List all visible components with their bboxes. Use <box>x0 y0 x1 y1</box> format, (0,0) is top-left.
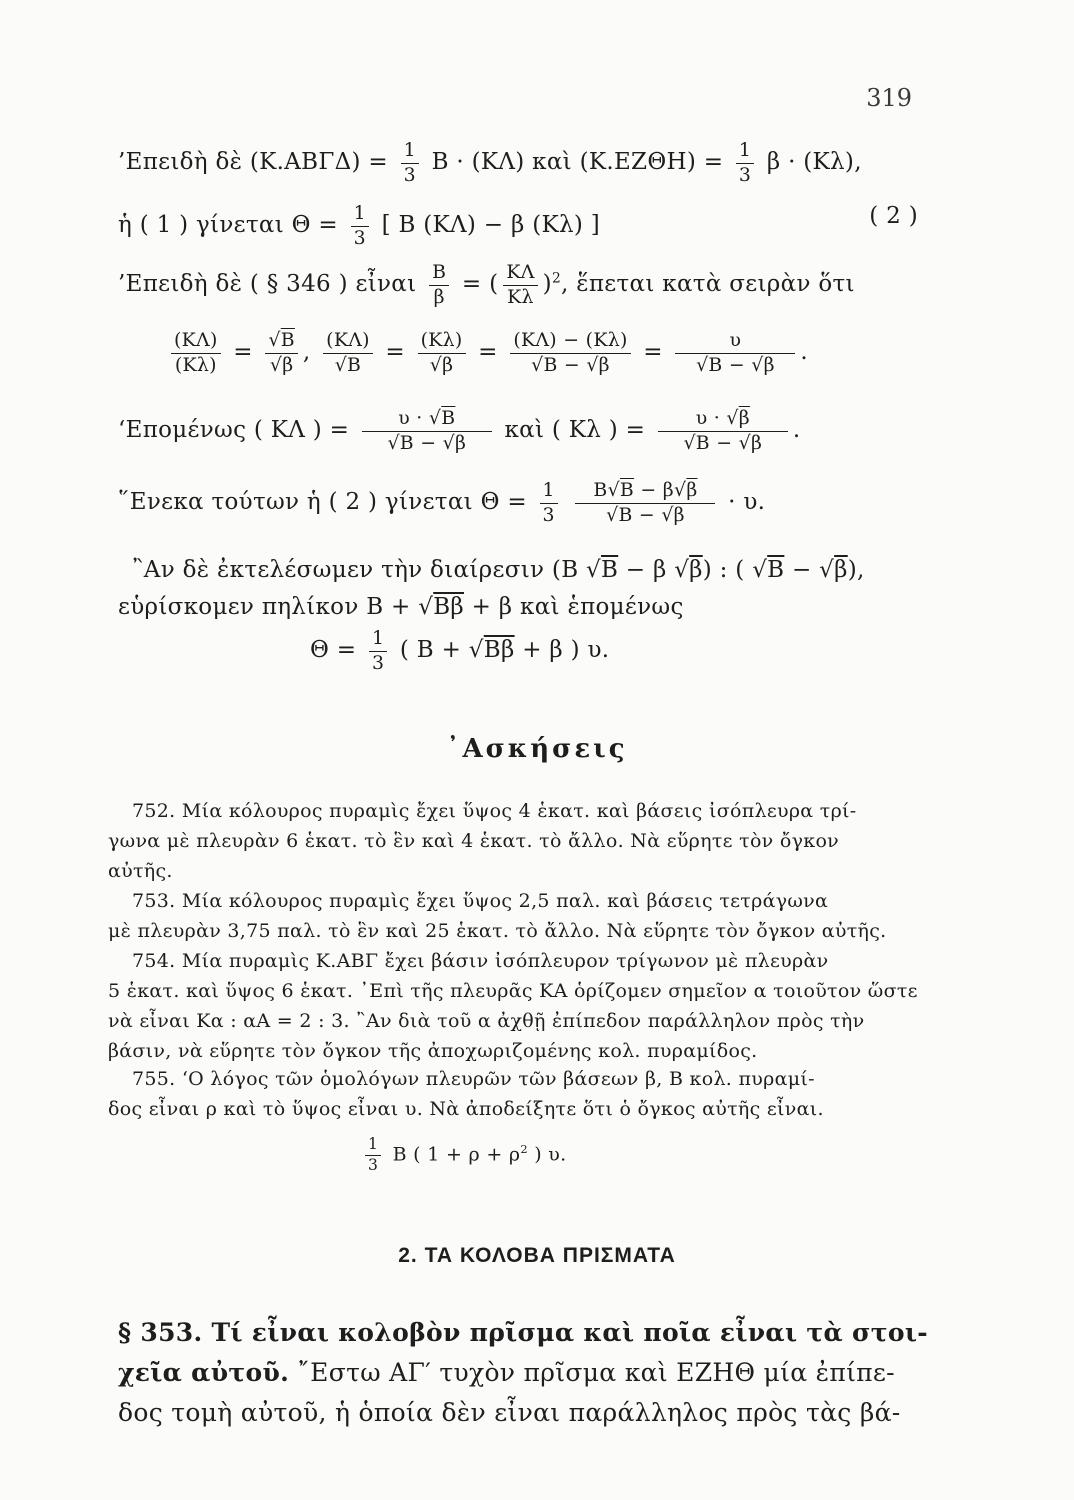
fraction: $\frac{(K\Lambda)}{√B}$ <box>323 330 373 376</box>
fraction: $\frac{1}{3}$ <box>401 140 419 186</box>
exercise-755-formula: $\frac{1}{3}$ Β ( $1 + \rho + \rho^2$ ) υ. <box>360 1136 567 1175</box>
text: ’Επειδὴ δὲ (Κ.ΑΒΓΔ) = <box>118 149 388 176</box>
text: ῞Ενεκα τούτων ἡ ( 2 ) γίνεται Θ = <box>118 489 527 516</box>
fraction: $\frac{√B}{√\beta}$ <box>265 330 298 376</box>
fraction: $\frac{\upsilon}{√B - √\beta}$ <box>675 330 795 376</box>
exercise-753-line: μὲ πλευρὰν 3,75 παλ. τὸ ἓν καὶ 25 ἑκατ. τὸ ἄλλο. Νὰ εὕρητε τὸν ὄγκον αὐτῆς. <box>108 920 887 942</box>
derivation-line-5: ‘Επομένως ( ΚΛ ) = $\frac{\upsilon \cdot √B}{√B - √\beta}$ καὶ ( Κλ ) = $\frac{\upsilon \cdot √\beta}{√B - √\beta}$ . <box>118 407 801 454</box>
fraction: $\frac{1}{3}$ <box>365 1136 381 1175</box>
derivation-line-2 <box>118 203 918 249</box>
fraction: $\frac{1}{3}$ <box>736 140 754 186</box>
fraction: $\frac{1}{3}$ <box>369 628 387 674</box>
fraction: $\frac{B√B - \beta√\beta}{√B - √\beta}$ <box>575 480 715 526</box>
fraction: $\frac{(K\Lambda) - (K\lambda)}{√B - √\beta}$ <box>510 330 630 376</box>
text: · υ. <box>728 489 766 516</box>
derivation-line-7: ῍Αν δὲ ἐκτελέσωμεν τὴν διαίρεσιν (Β √Β − β √β) : ( √Β − √β), <box>132 557 865 583</box>
derivation-line-3: ’Επειδὴ δὲ ( § 346 ) εἶναι $\frac{B}{\beta}$ = ( $\frac{K\Lambda}{K\lambda}$ )$^2$, ἕπεται κατὰ σειρὰν ὅτι <box>118 261 855 308</box>
exercise-754-line: 5 ἑκατ. καὶ ὕψος 6 ἑκατ. ᾿Επὶ τῆς πλευρᾶς ΚΑ ὁρίζομεν σημεῖον α τοιοῦτον ὥστε <box>108 980 918 1002</box>
exercise-754-line: 754. Μία πυραμὶς Κ.ΑΒΓ ἔχει βάσιν ἰσόπλευρον τρίγωνον μὲ πλευρὰν <box>132 950 829 972</box>
text: καὶ ( Κλ ) = <box>504 417 646 444</box>
fraction: $\frac{(K\Lambda)}{(K\lambda)}$ <box>171 330 221 376</box>
exercise-752-line: 752. Μία κόλουρος πυραμὶς ἔχει ὕψος 4 ἑκατ. καὶ βάσεις ἰσόπλευρα τρί- <box>132 800 857 822</box>
text: ’Επειδὴ δὲ ( § 346 ) εἶναι <box>118 271 417 298</box>
fraction: $\frac{1}{3}$ <box>351 203 369 249</box>
fraction: $\frac{1}{3}$ <box>540 480 558 526</box>
text: Β · (ΚΛ) καὶ (Κ.ΕΖΘΗ) = <box>431 149 724 176</box>
fraction: $\frac{B}{\beta}$ <box>429 262 449 308</box>
section-paragraph-line: δος τομὴ αὐτοῦ, ἡ ὁποία δὲν εἶναι παράλληλος πρὸς τὰς βά- <box>118 1398 901 1427</box>
exercise-755-line: δος εἶναι ρ καὶ τὸ ὕψος εἶναι υ. Νὰ ἀποδείξητε ὅτι ὁ ὄγκος αὐτῆς εἶναι. <box>108 1098 824 1120</box>
exercises-heading: ᾿Ασκήσεις <box>446 734 628 764</box>
exercise-752-line: αὐτῆς. <box>108 860 173 882</box>
exercise-754-line: βάσιν, νὰ εὕρητε τὸν ὄγκον τῆς ἀποχωριζομένης κολ. πυραμίδος. <box>108 1040 758 1062</box>
derivation-line-8: εὑρίσκομεν πηλίκον Β + √Ββ + β καὶ ἑπομένως <box>118 594 684 620</box>
section-paragraph-line: χεῖα αὐτοῦ. ῎Εστω ΑΓ′ τυχὸν πρῖσμα καὶ ΕΖΗΘ μία ἐπίπε- <box>118 1358 895 1387</box>
text: ἡ ( 1 ) γίνεται Θ = <box>118 212 338 239</box>
text: = <box>461 271 482 298</box>
exercise-754-line: νὰ εἶναι Κα : αΑ = 2 : 3. ῍Αν διὰ τοῦ α ἀχθῇ ἐπίπεδον παράλληλον πρὸς τὴν <box>108 1010 865 1032</box>
derivation-line-9: Θ = $\frac{1}{3}$ ( Β + √Ββ + β ) υ. <box>310 627 610 674</box>
section-title: 2. ΤΑ ΚΟΛΟΒΑ ΠΡΙΣΜΑΤΑ <box>398 1244 676 1267</box>
text: ‘Επομένως ( ΚΛ ) = <box>118 417 350 444</box>
fraction: $\frac{\upsilon \cdot √B}{√B - √\beta}$ <box>362 408 492 454</box>
text: β · (Κλ), <box>766 149 862 176</box>
fraction: $\frac{\upsilon \cdot √\beta}{√B - √\beta}$ <box>658 408 788 454</box>
fraction: $\frac{K\Lambda}{K\lambda}$ <box>503 262 537 308</box>
text: [ Β (ΚΛ) − β (Κλ) ] <box>381 212 600 239</box>
text: , ἕπεται κατὰ σειρὰν ὅτι <box>561 271 855 298</box>
fraction: $\frac{(K\lambda)}{√\beta}$ <box>418 330 466 376</box>
derivation-line-4: $\frac{(K\Lambda)}{(K\lambda)}$ = $\frac{√B}{√\beta}$ , $\frac{(K\Lambda)}{√B}$ = $\frac{(K\lambda)}{√\beta}$ = $\frac{(K\Lambda) - (K\lambda)}{√B - √\beta}$ = $\frac{\upsilon}{√B - √\beta}$ . <box>166 330 808 376</box>
derivation-line-1 <box>118 140 862 186</box>
section-paragraph-line: § 353. Τί εἶναι κολοβὸν πρῖσμα καὶ ποῖα εἶναι τὰ στοι- <box>118 1318 928 1347</box>
exercise-752-line: γωνα μὲ πλευρὰν 6 ἑκατ. τὸ ἓν καὶ 4 ἑκατ. τὸ ἄλλο. Νὰ εὕρητε τὸν ὄγκον <box>108 830 840 852</box>
exercise-753-line: 753. Μία κόλουρος πυραμὶς ἔχει ὕψος 2,5 παλ. καὶ βάσεις τετράγωνα <box>132 890 829 912</box>
page-number: 319 <box>866 84 912 112</box>
derivation-line-6 <box>118 480 765 526</box>
equation-number: ( 2 ) <box>869 203 918 229</box>
exercise-755-line: 755. ‘Ο λόγος τῶν ὁμολόγων πλευρῶν τῶν βάσεων β, Β κολ. πυραμί- <box>132 1068 815 1090</box>
